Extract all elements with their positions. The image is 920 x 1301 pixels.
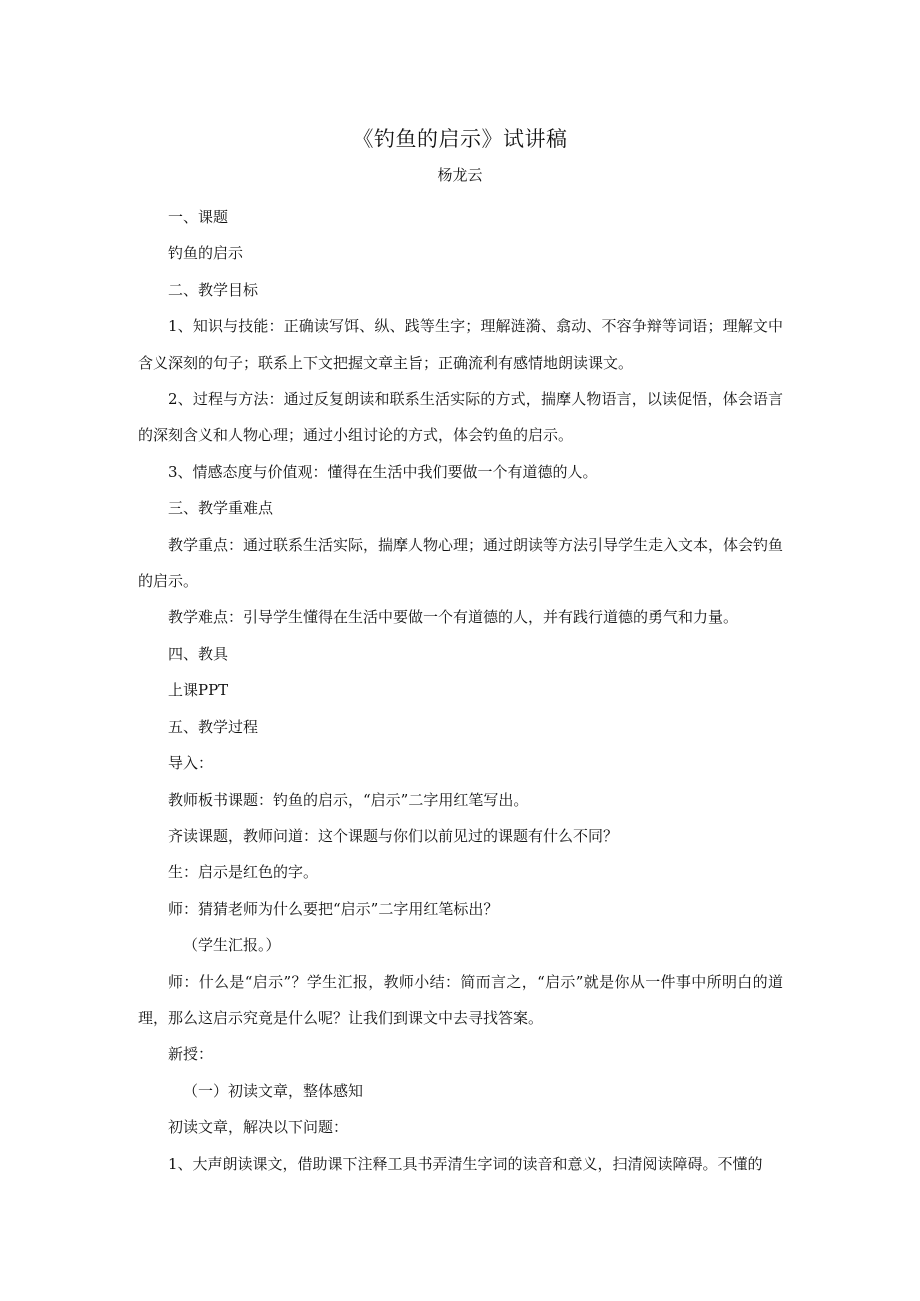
section-heading-materials: 四、教具 <box>168 644 229 663</box>
document-body <box>138 199 783 1182</box>
paragraph: 教学难点：引导学生懂得在生活中要做一个有道德的人，并有践行道德的勇气和力量。 <box>168 608 739 627</box>
paragraph: 齐读课题，教师问道：这个课题与你们以前见过的课题有什么不同？ <box>168 826 619 845</box>
paragraph: 3、情感态度与价值观：懂得在生活中我们要做一个有道德的人。 <box>168 462 598 481</box>
section-heading-key-points: 三、教学重难点 <box>168 499 274 518</box>
paragraph: （学生汇报。） <box>183 936 281 955</box>
paragraph: 教师板书课题：钓鱼的启示，“启示”二字用红笔写出。 <box>168 790 529 809</box>
paragraph: 初读文章，解决以下问题： <box>168 1118 349 1137</box>
document-title: 《钓鱼的启示》试讲稿 <box>352 127 568 151</box>
paragraph: 师：猜猜老师为什么要把“启示”二字用红笔标出？ <box>168 899 499 918</box>
paragraph: 钓鱼的启示 <box>168 244 244 263</box>
paragraph: 教学重点：通过联系生活实际，揣摩人物心理；通过朗读等方法引导学生走入文本，体会钓鱼的启示。 <box>138 535 784 591</box>
paragraph: 1、大声朗读课文，借助课下注释工具书弄清生字词的读音和意义，扫清阅读障碍。不懂的 <box>168 1154 763 1173</box>
paragraph: 新授： <box>168 1045 214 1064</box>
paragraph: 上课PPT <box>168 681 229 700</box>
paragraph: 导入： <box>168 754 214 773</box>
paragraph: （一）初读文章，整体感知 <box>183 1081 364 1100</box>
document-author: 杨龙云 <box>437 166 483 184</box>
section-heading-goals: 二、教学目标 <box>168 280 259 299</box>
paragraph: 1、知识与技能：正确读写饵、纵、践等生字；理解涟漪、翕动、不容争辩等词语；理解文中含义深刻的句子；联系上下文把握文章主旨；正确流利有感情地朗读课文。 <box>138 317 783 372</box>
paragraph: 2、过程与方法：通过反复朗读和联系生活实际的方式，揣摩人物语言，以读促悟，体会语言的深刻含义和人物心理；通过小组讨论的方式，体会钓鱼的启示。 <box>138 390 783 445</box>
section-heading-topic: 一、课题 <box>168 208 229 226</box>
section-heading-process: 五、教学过程 <box>168 717 259 736</box>
paragraph: 生：启示是红色的字。 <box>168 863 319 882</box>
paragraph: 师：什么是“启示”？学生汇报，教师小结：简而言之，“启示”就是你从一件事中所明白的道理，那么这启示究竟是什么呢？让我们到课文中去寻找答案。 <box>138 972 783 1027</box>
